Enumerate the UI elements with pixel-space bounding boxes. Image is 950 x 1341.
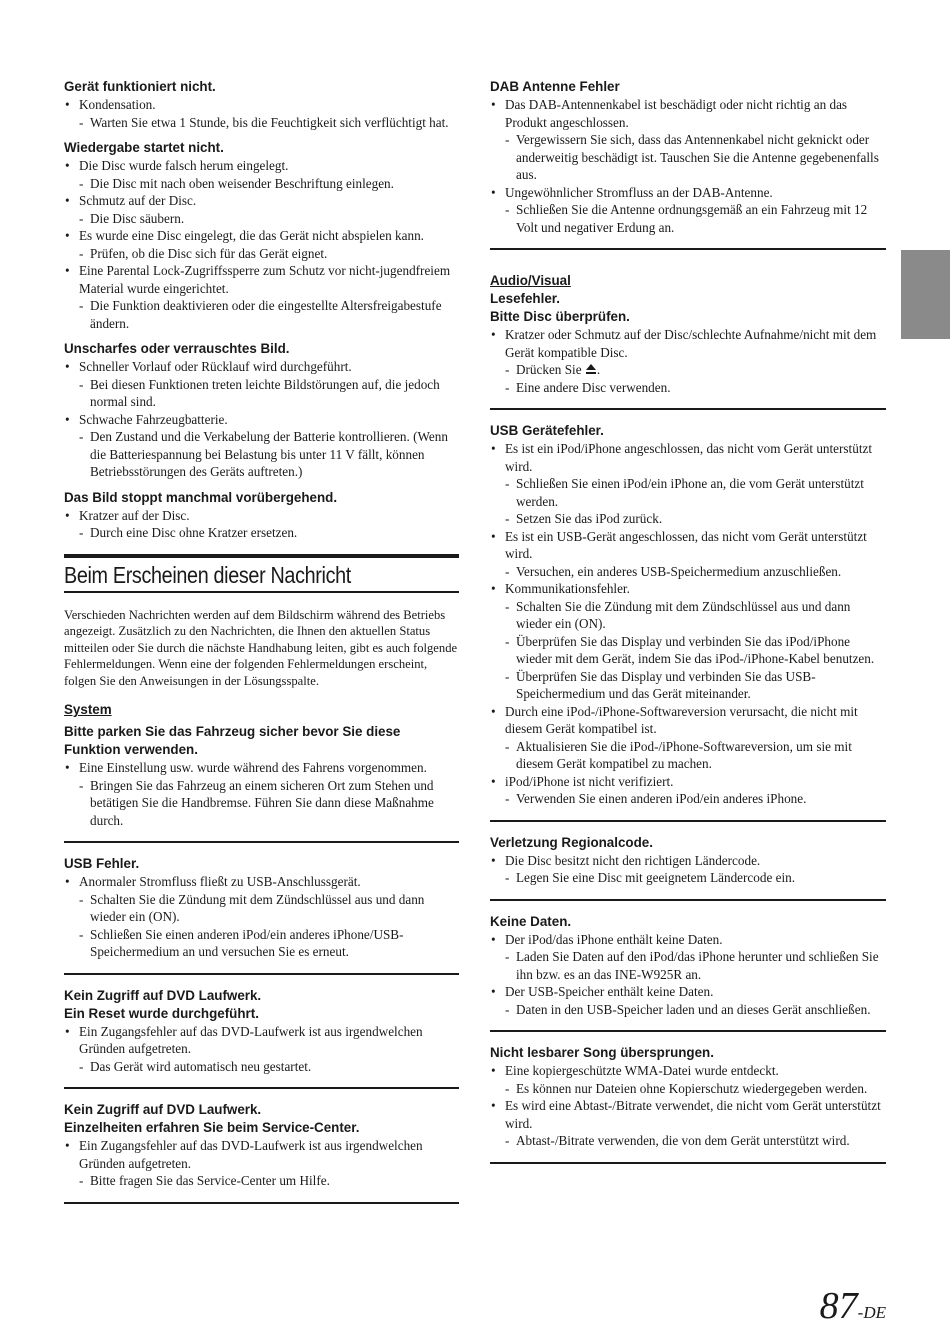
sub-item: - Bei diesen Funktionen treten leichte Bildstörungen auf, die jedoch normal sind. bbox=[79, 376, 459, 411]
sub-list bbox=[505, 1080, 886, 1098]
sub-item: - Überprüfen Sie das Display und verbinden Sie das USB-Speichermedium und das Gerät miteinander. bbox=[505, 668, 886, 703]
message-section bbox=[490, 78, 886, 236]
sub-list bbox=[505, 1001, 886, 1019]
message-section bbox=[64, 987, 459, 1076]
list-item bbox=[490, 326, 886, 396]
sub-item: - Setzen Sie das iPod zurück. bbox=[505, 510, 886, 528]
divider bbox=[64, 841, 459, 843]
sub-item: - Aktualisieren Sie die iPod-/iPhone-Softwareversion, um sie mit diesem Gerät kompatibel zu machen. bbox=[505, 738, 886, 773]
message-section bbox=[490, 1044, 886, 1150]
list-item bbox=[490, 983, 886, 1018]
bullet-list bbox=[64, 358, 459, 481]
section-heading: USB Gerätefehler. bbox=[490, 423, 604, 438]
left-bottom-sections bbox=[64, 723, 459, 1204]
divider bbox=[64, 1087, 459, 1089]
list-item bbox=[64, 96, 459, 131]
sub-item: - Schließen Sie einen iPod/ein iPhone an, die vom Gerät unterstützt werden. bbox=[505, 475, 886, 510]
divider bbox=[490, 408, 886, 410]
sub-item: - Schalten Sie die Zündung mit dem Zündschlüssel aus und dann wieder ein (ON). bbox=[79, 891, 459, 926]
message-section bbox=[64, 723, 459, 829]
list-item-text: Schneller Vorlauf oder Rücklauf wird durchgeführt. bbox=[79, 359, 352, 374]
sub-item: - Warten Sie etwa 1 Stunde, bis die Feuchtigkeit sich verflüchtigt hat. bbox=[79, 114, 459, 132]
list-item-text: Kratzer oder Schmutz auf der Disc/schlechte Aufnahme/nicht mit dem Gerät kompatible Disc. bbox=[505, 327, 877, 360]
sub-item: - Die Funktion deaktivieren oder die eingestellte Altersfreigabestufe ändern. bbox=[79, 297, 459, 332]
sub-item: - Überprüfen Sie das Display und verbinden Sie das iPod/iPhone wieder mit dem Gerät, indem Sie das iPod-/iPhone-Kabel benutzen. bbox=[505, 633, 886, 668]
section-heading: Gerät funktioniert nicht. bbox=[64, 79, 216, 94]
sub-list bbox=[79, 428, 459, 481]
eject-icon bbox=[585, 363, 597, 375]
sub-item: - Den Zustand und die Verkabelung der Batterie kontrollieren. (Wenn die Batteriespannung bei Belastung bis unter 11 V fällt, können Betriebsstörungen des Geräts auftreten.) bbox=[79, 428, 459, 481]
sub-list bbox=[505, 361, 886, 396]
list-item bbox=[490, 580, 886, 703]
sub-list bbox=[79, 245, 459, 263]
list-item-text: Ein Zugangsfehler auf das DVD-Laufwerk ist aus irgendwelchen Gründen aufgetreten. bbox=[79, 1023, 423, 1057]
sub-item: - Versuchen, ein anderes USB-Speichermedium anzuschließen. bbox=[505, 563, 886, 581]
sub-list bbox=[505, 1132, 886, 1150]
sub-list bbox=[79, 297, 459, 332]
list-item-text: Anormaler Stromfluss fließt zu USB-Anschlussgerät. bbox=[79, 874, 361, 890]
list-item bbox=[490, 184, 886, 237]
section-heading: Verletzung Regionalcode. bbox=[490, 834, 653, 850]
section-heading: Keine Daten. bbox=[490, 913, 572, 929]
intro-paragraph: Verschieden Nachrichten werden auf dem Bildschirm während des Betriebs angezeigt. Zusätzlich zu den Nachrichten, die Ihnen den aktuellen Status mitteilen oder Sie durch die nächste Handhabung leiten, gibt es auch folgende Fehlermeldungen. Wenn eine der folgenden Fehlermeldungen erscheint, folgen Sie den Anweisungen in der Lösungsspalte. bbox=[64, 607, 458, 688]
list-item-text: Durch eine iPod-/iPhone-Softwareversion verursacht, die nicht mit diesem Gerät kompatibel ist. bbox=[505, 703, 858, 736]
list-item bbox=[490, 440, 886, 528]
list-item-text: Es ist ein USB-Gerät angeschlossen, das nicht vom Gerät unterstützt wird. bbox=[505, 528, 867, 561]
section-title: Beim Erscheinen dieser Nachricht bbox=[64, 561, 351, 588]
divider bbox=[490, 1162, 886, 1164]
list-item-text: iPod/iPhone ist nicht verifiziert. bbox=[505, 773, 674, 789]
list-item bbox=[490, 96, 886, 184]
message-section bbox=[64, 855, 459, 961]
audio-visual-label: Audio/Visual bbox=[490, 273, 571, 288]
chapter-tab-marker bbox=[901, 250, 950, 339]
sub-list bbox=[505, 948, 886, 983]
list-item-text: Kommunikationsfehler. bbox=[505, 581, 630, 596]
section-heading: Unscharfes oder verrauschtes Bild. bbox=[64, 341, 290, 356]
sub-list bbox=[79, 524, 459, 542]
list-item-text: Es wurde eine Disc eingelegt, die das Gerät nicht abspielen kann. bbox=[79, 228, 424, 243]
list-item-text: Eine Einstellung usw. wurde während des Fahrens vorgenommen. bbox=[79, 760, 427, 776]
list-item-text: Es ist ein iPod/iPhone angeschlossen, das nicht vom Gerät unterstützt wird. bbox=[505, 441, 872, 474]
sub-item: - Die Disc säubern. bbox=[79, 210, 459, 228]
sub-list bbox=[79, 114, 459, 132]
sub-list bbox=[79, 175, 459, 193]
bullet-list bbox=[64, 1023, 459, 1076]
sub-item: - Prüfen, ob die Disc sich für das Gerät eignet. bbox=[79, 245, 459, 263]
bullet-list bbox=[490, 440, 886, 808]
bullet-list bbox=[490, 931, 886, 1019]
section-heading: Wiedergabe startet nicht. bbox=[64, 140, 224, 155]
message-section bbox=[64, 78, 459, 131]
section-heading: Kein Zugriff auf DVD Laufwerk. Einzelheiten erfahren Sie beim Service-Center. bbox=[64, 1102, 360, 1136]
system-label: System bbox=[64, 702, 112, 718]
list-item-text: Das DAB-Antennenkabel ist beschädigt oder nicht richtig an das Produkt angeschlossen. bbox=[505, 97, 848, 130]
divider bbox=[490, 1030, 886, 1032]
divider bbox=[490, 899, 886, 901]
page-number-suffix: -DE bbox=[857, 1303, 886, 1322]
section-heading: Kein Zugriff auf DVD Laufwerk. Ein Reset wurde durchgeführt. bbox=[64, 987, 262, 1021]
message-section bbox=[490, 913, 886, 1019]
list-item bbox=[64, 358, 459, 411]
list-item bbox=[64, 507, 459, 542]
sub-list bbox=[505, 869, 886, 887]
sub-item: - Legen Sie eine Disc mit geeignetem Ländercode ein. bbox=[505, 869, 886, 887]
bullet-list bbox=[64, 873, 459, 961]
sub-item: - Durch eine Disc ohne Kratzer ersetzen. bbox=[79, 524, 459, 542]
list-item-text: Eine kopiergeschützte WMA-Datei wurde entdeckt. bbox=[505, 1063, 779, 1078]
message-section bbox=[64, 1101, 459, 1190]
list-item bbox=[64, 411, 459, 481]
list-item bbox=[490, 852, 886, 887]
list-item bbox=[490, 931, 886, 984]
bullet-list bbox=[490, 1062, 886, 1150]
list-item bbox=[490, 1062, 886, 1097]
right-column bbox=[490, 78, 886, 1176]
list-item bbox=[64, 873, 459, 961]
sub-list bbox=[79, 1058, 459, 1076]
list-item-text: Der USB-Speicher enthält keine Daten. bbox=[505, 984, 714, 999]
section-heading: Das Bild stoppt manchmal vorübergehend. bbox=[64, 489, 338, 505]
list-item-text: Ein Zugangsfehler auf das DVD-Laufwerk ist aus irgendwelchen Gründen aufgetreten. bbox=[79, 1138, 423, 1171]
divider bbox=[490, 248, 886, 250]
sub-list bbox=[505, 738, 886, 773]
list-item-text: Die Disc besitzt nicht den richtigen Ländercode. bbox=[505, 852, 761, 868]
sub-item: - Schließen Sie die Antenne ordnungsgemäß an ein Fahrzeug mit 12 Volt und negativer Erdung an. bbox=[505, 201, 886, 236]
list-item-text: Es wird eine Abtast-/Bitrate verwendet, die nicht vom Gerät unterstützt wird. bbox=[505, 1098, 881, 1131]
list-item-text: Schwache Fahrzeugbatterie. bbox=[79, 411, 228, 427]
list-item-text: Kondensation. bbox=[79, 97, 156, 112]
divider bbox=[490, 820, 886, 822]
left-column bbox=[64, 78, 459, 1216]
sub-item-text: Drücken Sie bbox=[516, 362, 582, 377]
dab-section bbox=[490, 78, 886, 250]
list-item-text: Schmutz auf der Disc. bbox=[79, 193, 197, 208]
list-item-text: Ungewöhnlicher Stromfluss an der DAB-Antenne. bbox=[505, 184, 773, 200]
sub-item: - Die Disc mit nach oben weisender Beschriftung einlegen. bbox=[79, 175, 459, 193]
divider bbox=[64, 1202, 459, 1204]
sub-list bbox=[505, 475, 886, 528]
sub-list bbox=[505, 131, 886, 184]
sub-item: - Daten in den USB-Speicher laden und an dieses Gerät anschließen. bbox=[505, 1001, 886, 1019]
sub-list bbox=[79, 777, 459, 830]
bullet-list bbox=[64, 507, 459, 542]
bullet-list bbox=[64, 759, 459, 829]
section-heading: Bitte parken Sie das Fahrzeug sicher bevor Sie diese Funktion verwenden. bbox=[64, 724, 401, 758]
sub-list bbox=[505, 563, 886, 581]
list-item bbox=[64, 262, 459, 332]
bullet-list bbox=[490, 852, 886, 887]
lesefehler-list bbox=[490, 326, 886, 396]
list-item-text: Kratzer auf der Disc. bbox=[79, 507, 190, 523]
sub-item: - Das Gerät wird automatisch neu gestartet. bbox=[79, 1058, 459, 1076]
sub-item: - Bitte fragen Sie das Service-Center um Hilfe. bbox=[79, 1172, 459, 1190]
list-item bbox=[64, 759, 459, 829]
sub-item: - Schließen Sie einen anderen iPod/ein anderes iPhone/USB-Speichermedium an und versuchen Sie es erneut. bbox=[79, 926, 459, 961]
list-item bbox=[64, 1137, 459, 1190]
sub-list bbox=[505, 790, 886, 808]
list-item-text: Eine Parental Lock-Zugriffssperre zum Schutz vor nicht-jugendfreiem Material wurde eingerichtet. bbox=[79, 263, 451, 296]
bullet-list bbox=[64, 157, 459, 332]
sub-item-punct: . bbox=[596, 362, 601, 377]
page-number-value: 87 bbox=[819, 1285, 858, 1327]
sub-item: - Vergewissern Sie sich, dass das Antennenkabel nicht geknickt oder anderweitig beschädigt ist. Tauschen Sie die Antenne gegebenenfalls aus. bbox=[505, 131, 886, 184]
sub-item bbox=[505, 379, 886, 397]
sub-item: - Laden Sie Daten auf den iPod/das iPhone herunter und schließen Sie ihn bzw. es an das INE-W925R an. bbox=[505, 948, 886, 983]
list-item bbox=[490, 528, 886, 581]
lesefehler-heading: Lesefehler. Bitte Disc überprüfen. bbox=[490, 291, 630, 324]
list-item bbox=[64, 227, 459, 262]
page-number bbox=[820, 1284, 886, 1328]
bullet-list bbox=[64, 1137, 459, 1190]
list-item bbox=[490, 703, 886, 773]
section-title-frame bbox=[64, 554, 459, 593]
sub-list bbox=[79, 891, 459, 961]
section-heading: DAB Antenne Fehler bbox=[490, 79, 620, 94]
message-section bbox=[64, 340, 459, 481]
section-heading: USB Fehler. bbox=[64, 856, 140, 872]
list-item-text: Der iPod/das iPhone enthält keine Daten. bbox=[505, 931, 723, 947]
right-sections bbox=[490, 422, 886, 1164]
divider bbox=[64, 973, 459, 975]
sub-list bbox=[505, 598, 886, 703]
message-section bbox=[490, 422, 886, 808]
sub-item: - Verwenden Sie einen anderen iPod/ein anderes iPhone. bbox=[505, 790, 886, 808]
lesefehler-section bbox=[490, 290, 886, 396]
sub-list bbox=[79, 376, 459, 411]
bullet-list bbox=[64, 96, 459, 131]
section-heading: Nicht lesbarer Song übersprungen. bbox=[490, 1045, 714, 1060]
left-top-sections bbox=[64, 78, 459, 542]
sub-item: - Bringen Sie das Fahrzeug an einem sicheren Ort zum Stehen und betätigen Sie die Handbremse. Führen Sie dann diese Maßnahme durch. bbox=[79, 777, 459, 830]
list-item bbox=[64, 192, 459, 227]
message-section bbox=[64, 489, 459, 542]
sub-item: - Abtast-/Bitrate verwenden, die von dem Gerät unterstützt wird. bbox=[505, 1132, 886, 1150]
list-item bbox=[490, 1097, 886, 1150]
sub-item-text: Eine andere Disc verwenden. bbox=[516, 379, 671, 395]
message-section bbox=[490, 834, 886, 887]
message-section bbox=[64, 139, 459, 332]
list-item-text: Die Disc wurde falsch herum eingelegt. bbox=[79, 158, 289, 173]
sub-item: - Es können nur Dateien ohne Kopierschutz wiedergegeben werden. bbox=[505, 1080, 886, 1098]
list-item bbox=[490, 773, 886, 808]
sub-list bbox=[79, 210, 459, 228]
bullet-list bbox=[490, 96, 886, 236]
sub-list bbox=[505, 201, 886, 236]
sub-item bbox=[505, 361, 886, 379]
list-item bbox=[64, 157, 459, 192]
list-item bbox=[64, 1023, 459, 1076]
sub-item: - Schalten Sie die Zündung mit dem Zündschlüssel aus und dann wieder ein (ON). bbox=[505, 598, 886, 633]
sub-list bbox=[79, 1172, 459, 1190]
